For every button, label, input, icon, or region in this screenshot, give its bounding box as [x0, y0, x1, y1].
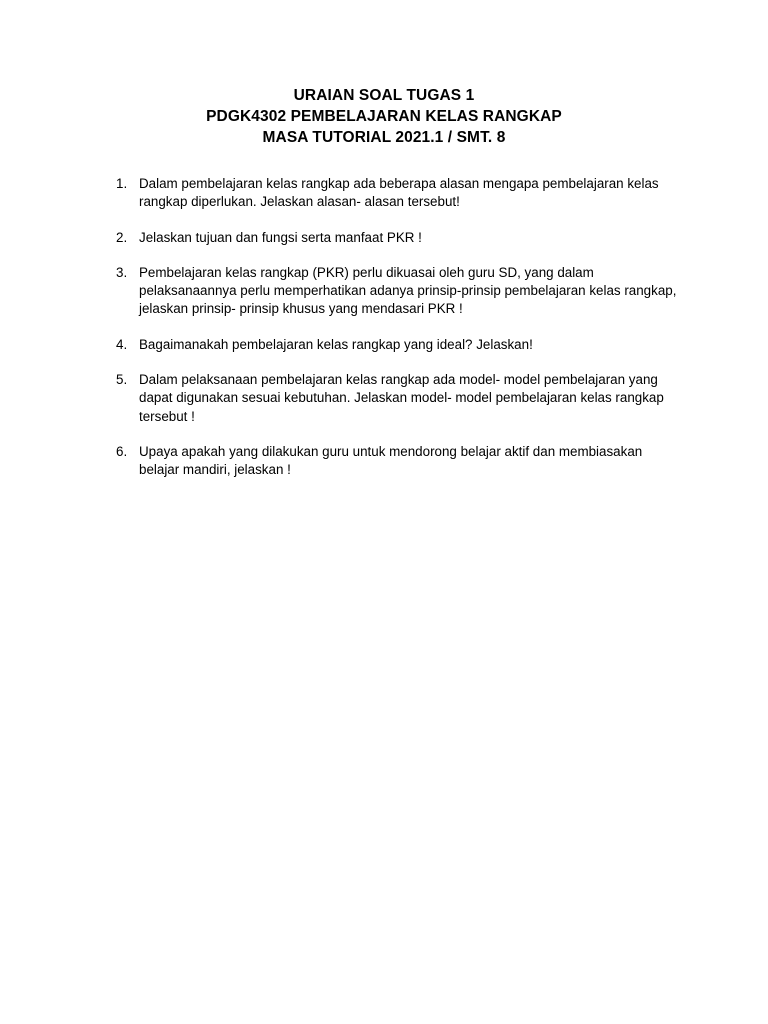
question-list: [116, 175, 696, 497]
question-text: Pembelajaran kelas rangkap (PKR) perlu dikuasai oleh guru SD, yang dalam pelaksanaannya perlu memperhatikan adanya prinsip-prinsip pembelajaran kelas rangkap, jelaskan prinsip- prinsip khusus yang mendasari PKR !: [139, 264, 677, 317]
question-text: Dalam pelaksanaan pembelajaran kelas rangkap ada model- model pembelajaran yang dapat digunakan sesuai kebutuhan. Jelaskan model- model pembelajaran kelas rangkap tersebut !: [139, 372, 664, 424]
question-text: Upaya apakah yang dilakukan guru untuk mendorong belajar aktif dan membiasakan belajar mandiri, jelaskan !: [139, 443, 643, 478]
question-number: 1.: [116, 176, 128, 191]
question-text: Bagaimanakah pembelajaran kelas rangkap yang ideal? Jelaskan!: [139, 336, 533, 352]
question-item: [116, 443, 696, 480]
document-header: [0, 85, 768, 148]
header-course: PDGK4302 PEMBELAJARAN KELAS RANGKAP: [206, 108, 562, 125]
question-text: Dalam pembelajaran kelas rangkap ada beberapa alasan mengapa pembelajaran kelas rangkap diperlukan. Jelaskan alasan- alasan tersebut!: [139, 176, 659, 210]
question-number: 4.: [116, 336, 128, 352]
header-title: URAIAN SOAL TUGAS 1: [293, 87, 475, 104]
question-item: [116, 264, 696, 319]
question-number: 3.: [116, 264, 128, 280]
question-item: [116, 175, 696, 212]
question-number: 6.: [116, 443, 128, 459]
question-item: [116, 336, 696, 354]
question-number: 5.: [116, 372, 128, 388]
question-text: Jelaskan tujuan dan fungsi serta manfaat PKR !: [139, 229, 422, 245]
header-period: MASA TUTORIAL 2021.1 / SMT. 8: [262, 129, 506, 146]
question-item: [116, 229, 696, 247]
question-item: [116, 371, 696, 426]
question-number: 2.: [116, 229, 128, 245]
